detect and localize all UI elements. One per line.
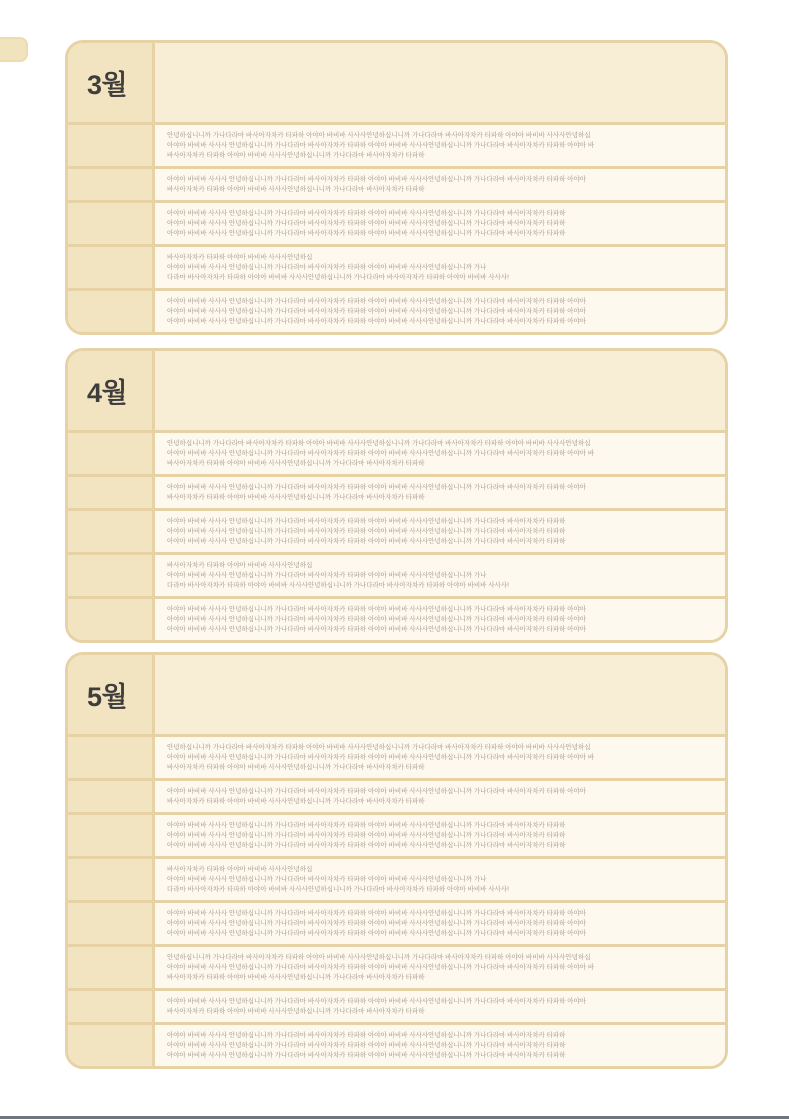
table-row — [68, 166, 725, 200]
table-row — [68, 474, 725, 508]
header-empty-cell[interactable] — [155, 43, 725, 122]
month-title-cell[interactable] — [68, 351, 155, 430]
note-line: 바사아자차카 타파하 아야아 바비바 사사사안녕하십니니까 가나다라마 바사아자차카 타파하 — [167, 493, 425, 501]
row-label-cell[interactable] — [68, 947, 155, 988]
note-line: 바사아자차카 타파하 아야아 바비바 사사사안녕하십 — [167, 561, 313, 569]
note-line: 다라마 바사아자차카 타파하 아야아 바비바 사사사안녕하십니니까 가나다라마 바사아자차카 타파하 아야아 바비바 사사사! — [167, 273, 509, 281]
table-row — [68, 430, 725, 474]
note-line: 아야아 바비바 사사사 안녕하십니니까 가나다라마 바사아자차카 타파하 아야아 바비바 사사사안녕하십니니까 가나다라마 바사아자차카 타파하 — [167, 229, 566, 237]
row-label-cell[interactable] — [68, 555, 155, 596]
table-row — [68, 734, 725, 778]
note-line: 아야아 바비바 사사사 안녕하십니니까 가나다라마 바사아자차카 타파하 아야아 바비바 사사사안녕하십니니까 가나다라마 바사아자차카 타파하 아야아 — [167, 175, 587, 183]
note-line: 아야아 바비바 사사사 안녕하십니니까 가나다라마 바사아자차카 타파하 아야아 바비바 사사사안녕하십니니까 가나다라마 바사아자차카 타파하 아야아 — [167, 787, 587, 795]
note-line: 아야아 바비바 사사사 안녕하십니니까 가나다라마 바사아자차카 타파하 아야아 바비바 사사사안녕하십니니까 가나다라마 바사아자차카 타파하 아야아 바 — [167, 141, 595, 149]
month-header-row — [68, 43, 725, 122]
note-text-cell[interactable] — [155, 737, 725, 778]
table-row — [68, 200, 725, 244]
note-line: 아야아 바비바 사사사 안녕하십니니까 가나다라마 바사아자차카 타파하 아야아 바비바 사사사안녕하십니니까 가나다라마 바사아자차카 타파하 — [167, 527, 566, 535]
month-card-3 — [65, 652, 728, 1069]
note-line: 아야아 바비바 사사사 안녕하십니니까 가나다라마 바사아자차카 타파하 아야아 바비바 사사사안녕하십니니까 가나다라마 바사아자차카 타파하 아야아 — [167, 605, 587, 613]
note-line: 아야아 바비바 사사사 안녕하십니니까 가나다라마 바사아자차카 타파하 아야아 바비바 사사사안녕하십니니까 가나다라마 바사아자차카 타파하 아야아 바 — [167, 963, 595, 971]
note-text-cell[interactable] — [155, 477, 725, 508]
table-row — [68, 778, 725, 812]
row-label-cell[interactable] — [68, 815, 155, 856]
month-title-cell[interactable] — [68, 655, 155, 734]
row-label-cell[interactable] — [68, 1025, 155, 1066]
partial-card-tab — [0, 37, 28, 62]
month-title: 3월 — [87, 70, 128, 100]
table-row — [68, 244, 725, 288]
note-line: 아야아 바비바 사사사 안녕하십니니까 가나다라마 바사아자차카 타파하 아야아 바비바 사사사안녕하십니니까 가나다라마 바사아자차카 타파하 — [167, 517, 566, 525]
note-text-cell[interactable] — [155, 903, 725, 944]
table-row — [68, 812, 725, 856]
note-line: 다라마 바사아자차카 타파하 아야아 바비바 사사사안녕하십니니까 가나다라마 바사아자차카 타파하 아야아 바비바 사사사! — [167, 885, 509, 893]
note-line: 아야아 바비바 사사사 안녕하십니니까 가나다라마 바사아자차카 타파하 아야아 바비바 사사사안녕하십니니까 가나다라마 바사아자차카 타파하 — [167, 821, 566, 829]
note-line: 아야아 바비바 사사사 안녕하십니니까 가나다라마 바사아자차카 타파하 아야아 바비바 사사사안녕하십니니까 가나다라마 바사아자차카 타파하 아야아 — [167, 615, 587, 623]
row-label-cell[interactable] — [68, 291, 155, 332]
header-empty-cell[interactable] — [155, 351, 725, 430]
note-line: 안녕하십니니까 가나다라마 바사아자차카 타파하 아야아 바비바 사사사안녕하십니니까 가나다라마 바사아자차카 타파하 아야아 바비바 사사사안녕하십 — [167, 131, 591, 139]
row-label-cell[interactable] — [68, 991, 155, 1022]
month-card-1 — [65, 40, 728, 335]
note-text-cell[interactable] — [155, 433, 725, 474]
note-line: 아야아 바비바 사사사 안녕하십니니까 가나다라마 바사아자차카 타파하 아야아 바비바 사사사안녕하십니니까 가나다라마 바사아자차카 타파하 아야아 — [167, 625, 587, 633]
row-label-cell[interactable] — [68, 125, 155, 166]
row-label-cell[interactable] — [68, 903, 155, 944]
note-line: 바사아자차카 타파하 아야아 바비바 사사사안녕하십니니까 가나다라마 바사아자차카 타파하 — [167, 973, 425, 981]
note-line: 아야아 바비바 사사사 안녕하십니니까 가나다라마 바사아자차카 타파하 아야아 바비바 사사사안녕하십니니까 가나다라마 바사아자차카 타파하 아야아 — [167, 307, 587, 315]
note-line: 안녕하십니니까 가나다라마 바사아자차카 타파하 아야아 바비바 사사사안녕하십니니까 가나다라마 바사아자차카 타파하 아야아 바비바 사사사안녕하십 — [167, 743, 591, 751]
note-line: 아야아 바비바 사사사 안녕하십니니까 가나다라마 바사아자차카 타파하 아야아 바비바 사사사안녕하십니니까 가나다라마 바사아자차카 타파하 — [167, 1051, 566, 1059]
row-label-cell[interactable] — [68, 859, 155, 900]
note-line: 바사아자차카 타파하 아야아 바비바 사사사안녕하십 — [167, 253, 313, 261]
note-line: 아야아 바비바 사사사 안녕하십니니까 가나다라마 바사아자차카 타파하 아야아 바비바 사사사안녕하십니니까 가나다라마 바사아자차카 타파하 아야아 — [167, 919, 587, 927]
note-text-cell[interactable] — [155, 599, 725, 640]
note-line: 아야아 바비바 사사사 안녕하십니니까 가나다라마 바사아자차카 타파하 아야아 바비바 사사사안녕하십니니까 가나 — [167, 571, 487, 579]
note-text-cell[interactable] — [155, 947, 725, 988]
table-row — [68, 900, 725, 944]
table-row — [68, 596, 725, 640]
row-label-cell[interactable] — [68, 599, 155, 640]
note-line: 아야아 바비바 사사사 안녕하십니니까 가나다라마 바사아자차카 타파하 아야아 바비바 사사사안녕하십니니까 가나다라마 바사아자차카 타파하 — [167, 831, 566, 839]
note-text-cell[interactable] — [155, 815, 725, 856]
note-text-cell[interactable] — [155, 125, 725, 166]
row-label-cell[interactable] — [68, 433, 155, 474]
note-line: 바사아자차카 타파하 아야아 바비바 사사사안녕하십니니까 가나다라마 바사아자차카 타파하 — [167, 763, 425, 771]
row-label-cell[interactable] — [68, 203, 155, 244]
month-header-row — [68, 655, 725, 734]
note-line: 바사아자차카 타파하 아야아 바비바 사사사안녕하십니니까 가나다라마 바사아자차카 타파하 — [167, 797, 425, 805]
table-row — [68, 552, 725, 596]
table-row — [68, 856, 725, 900]
row-label-cell[interactable] — [68, 737, 155, 778]
table-row — [68, 508, 725, 552]
row-label-cell[interactable] — [68, 511, 155, 552]
note-line: 아야아 바비바 사사사 안녕하십니니까 가나다라마 바사아자차카 타파하 아야아 바비바 사사사안녕하십니니까 가나다라마 바사아자차카 타파하 아야아 — [167, 297, 587, 305]
month-title: 5월 — [87, 682, 128, 712]
note-line: 아야아 바비바 사사사 안녕하십니니까 가나다라마 바사아자차카 타파하 아야아 바비바 사사사안녕하십니니까 가나다라마 바사아자차카 타파하 — [167, 209, 566, 217]
month-title: 4월 — [87, 378, 128, 408]
note-text-cell[interactable] — [155, 555, 725, 596]
note-line: 아야아 바비바 사사사 안녕하십니니까 가나다라마 바사아자차카 타파하 아야아 바비바 사사사안녕하십니니까 가나다라마 바사아자차카 타파하 아야아 바 — [167, 449, 595, 457]
note-line: 아야아 바비바 사사사 안녕하십니니까 가나다라마 바사아자차카 타파하 아야아 바비바 사사사안녕하십니니까 가나다라마 바사아자차카 타파하 아야아 — [167, 483, 587, 491]
note-line: 아야아 바비바 사사사 안녕하십니니까 가나다라마 바사아자차카 타파하 아야아 바비바 사사사안녕하십니니까 가나 — [167, 875, 487, 883]
row-label-cell[interactable] — [68, 477, 155, 508]
note-line: 바사아자차카 타파하 아야아 바비바 사사사안녕하십 — [167, 865, 313, 873]
note-line: 아야아 바비바 사사사 안녕하십니니까 가나다라마 바사아자차카 타파하 아야아 바비바 사사사안녕하십니니까 가나 — [167, 263, 487, 271]
note-line: 바사아자차카 타파하 아야아 바비바 사사사안녕하십니니까 가나다라마 바사아자차카 타파하 — [167, 1007, 425, 1015]
row-label-cell[interactable] — [68, 781, 155, 812]
note-line: 아야아 바비바 사사사 안녕하십니니까 가나다라마 바사아자차카 타파하 아야아 바비바 사사사안녕하십니니까 가나다라마 바사아자차카 타파하 — [167, 219, 566, 227]
row-label-cell[interactable] — [68, 169, 155, 200]
note-line: 아야아 바비바 사사사 안녕하십니니까 가나다라마 바사아자차카 타파하 아야아 바비바 사사사안녕하십니니까 가나다라마 바사아자차카 타파하 — [167, 537, 566, 545]
note-line: 바사아자차카 타파하 아야아 바비바 사사사안녕하십니니까 가나다라마 바사아자차카 타파하 — [167, 151, 425, 159]
note-line: 아야아 바비바 사사사 안녕하십니니까 가나다라마 바사아자차카 타파하 아야아 바비바 사사사안녕하십니니까 가나다라마 바사아자차카 타파하 아야아 — [167, 997, 587, 1005]
note-line: 아야아 바비바 사사사 안녕하십니니까 가나다라마 바사아자차카 타파하 아야아 바비바 사사사안녕하십니니까 가나다라마 바사아자차카 타파하 아야아 바 — [167, 753, 595, 761]
table-row — [68, 1022, 725, 1066]
note-text-cell[interactable] — [155, 291, 725, 332]
note-text-cell[interactable] — [155, 781, 725, 812]
note-line: 안녕하십니니까 가나다라마 바사아자차카 타파하 아야아 바비바 사사사안녕하십니니까 가나다라마 바사아자차카 타파하 아야아 바비바 사사사안녕하십 — [167, 953, 591, 961]
note-text-cell[interactable] — [155, 991, 725, 1022]
month-title-cell[interactable] — [68, 43, 155, 122]
table-row — [68, 288, 725, 332]
note-line: 아야아 바비바 사사사 안녕하십니니까 가나다라마 바사아자차카 타파하 아야아 바비바 사사사안녕하십니니까 가나다라마 바사아자차카 타파하 아야아 — [167, 317, 587, 325]
row-label-cell[interactable] — [68, 247, 155, 288]
note-text-cell[interactable] — [155, 169, 725, 200]
note-line: 아야아 바비바 사사사 안녕하십니니까 가나다라마 바사아자차카 타파하 아야아 바비바 사사사안녕하십니니까 가나다라마 바사아자차카 타파하 아야아 — [167, 929, 587, 937]
note-line: 바사아자차카 타파하 아야아 바비바 사사사안녕하십니니까 가나다라마 바사아자차카 타파하 — [167, 459, 425, 467]
note-line: 아야아 바비바 사사사 안녕하십니니까 가나다라마 바사아자차카 타파하 아야아 바비바 사사사안녕하십니니까 가나다라마 바사아자차카 타파하 — [167, 841, 566, 849]
note-text-cell[interactable] — [155, 859, 725, 900]
note-line: 아야아 바비바 사사사 안녕하십니니까 가나다라마 바사아자차카 타파하 아야아 바비바 사사사안녕하십니니까 가나다라마 바사아자차카 타파하 — [167, 1031, 566, 1039]
note-text-cell[interactable] — [155, 203, 725, 244]
note-line: 바사아자차카 타파하 아야아 바비바 사사사안녕하십니니까 가나다라마 바사아자차카 타파하 — [167, 185, 425, 193]
note-text-cell[interactable] — [155, 1025, 725, 1066]
table-row — [68, 988, 725, 1022]
month-header-row — [68, 351, 725, 430]
note-line: 아야아 바비바 사사사 안녕하십니니까 가나다라마 바사아자차카 타파하 아야아 바비바 사사사안녕하십니니까 가나다라마 바사아자차카 타파하 아야아 — [167, 909, 587, 917]
note-line: 아야아 바비바 사사사 안녕하십니니까 가나다라마 바사아자차카 타파하 아야아 바비바 사사사안녕하십니니까 가나다라마 바사아자차카 타파하 — [167, 1041, 566, 1049]
note-line: 안녕하십니니까 가나다라마 바사아자차카 타파하 아야아 바비바 사사사안녕하십니니까 가나다라마 바사아자차카 타파하 아야아 바비바 사사사안녕하십 — [167, 439, 591, 447]
note-text-cell[interactable] — [155, 247, 725, 288]
table-row — [68, 944, 725, 988]
header-empty-cell[interactable] — [155, 655, 725, 734]
note-text-cell[interactable] — [155, 511, 725, 552]
month-card-2 — [65, 348, 728, 643]
note-line: 다라마 바사아자차카 타파하 아야아 바비바 사사사안녕하십니니까 가나다라마 바사아자차카 타파하 아야아 바비바 사사사! — [167, 581, 509, 589]
table-row — [68, 122, 725, 166]
